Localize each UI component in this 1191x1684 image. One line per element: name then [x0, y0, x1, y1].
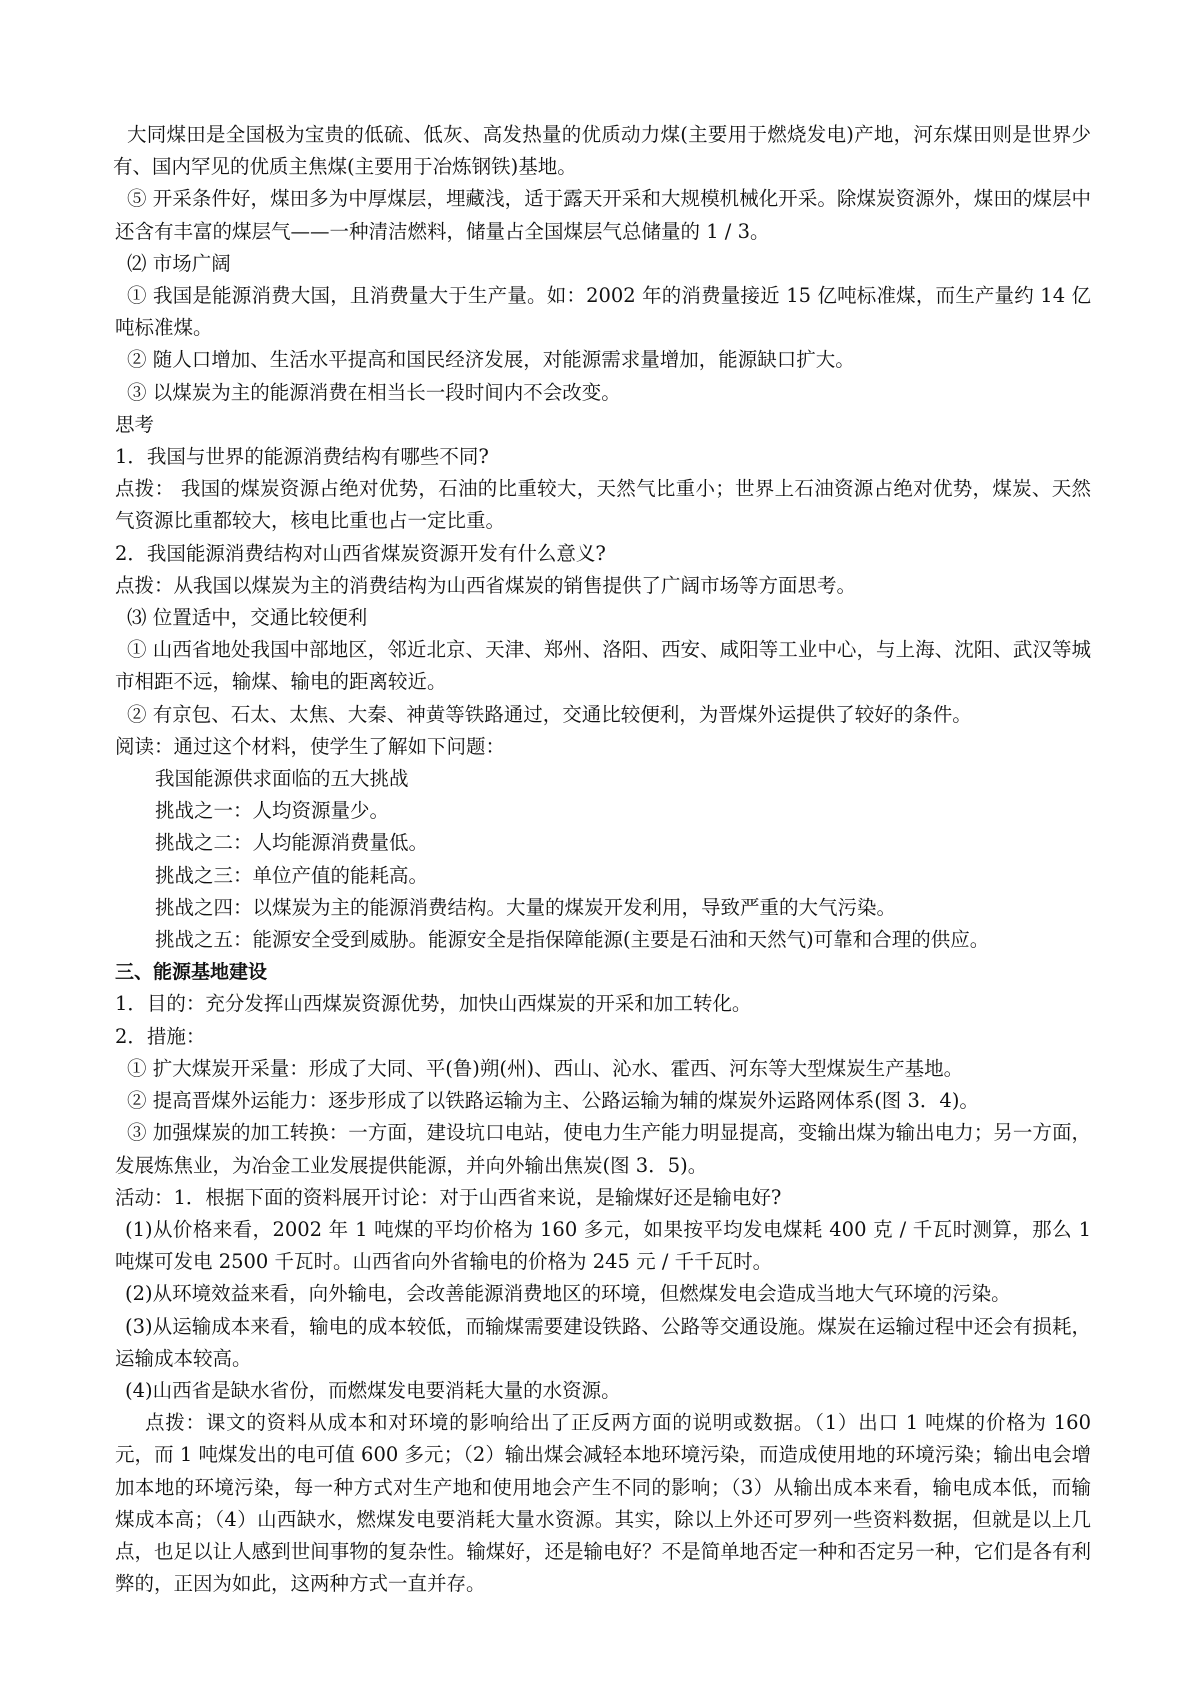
activity-point-3: (3)从运输成本来看，输电的成本较低，而输煤需要建设铁路、公路等交通设施。煤炭在运输过程中还会有损耗，运输成本较高。 — [115, 1314, 1091, 1370]
activity-point-4: (4)山西省是缺水省份，而燃煤发电要消耗大量的水资源。 — [125, 1378, 621, 1402]
activity-point-2: (2)从环境效益来看，向外输电，会改善能源消费地区的环境，但燃煤发电会造成当地大气环境的污染。 — [125, 1282, 1011, 1306]
activity-point-1: (1)从价格来看，2002 年 1 吨煤的平均价格为 160 多元，如果按平均发电煤耗 400 克 / 千瓦时测算，那么 1 吨煤可发电 2500 千瓦时。山西省向外省输电的价格为 245 元 / 千千瓦时。 — [115, 1217, 1091, 1274]
mining-conditions-text: ⑤ 开采条件好，煤田多为中厚煤层，埋藏浅，适于露天开采和大规模机械化开采。除煤炭资源外，煤田的煤层中还含有丰富的煤层气——一种清洁燃料，储量占全国煤层气总储量的 1 / 3。 — [115, 187, 1091, 243]
challenge-3: 挑战之三：单位产值的能耗高。 — [155, 863, 429, 887]
paragraph-datong-coal: 大同煤田是全国极为宝贵的低硫、低灰、高发热量的优质动力煤(主要用于燃烧发电)产地，河东煤田则是世界少有、国内罕见的优质主焦煤(主要用于冶炼钢铁)基地。 — [113, 123, 1091, 179]
paragraph-location-1: ① 山西省地处我国中部地区，邻近北京、天津、郑州、洛阳、西安、咸阳等工业中心，与上海、沈阳、武汉等城市相距不远，输煤、输电的距离较近。 — [115, 638, 1091, 694]
hint-activity: 点拨：课文的资料从成本和对环境的影响给出了正反两方面的说明或数据。（1）出口 1 吨煤的价格为 160 元，而 1 吨煤发出的电可值 600 多元；（2）输出煤会减轻本地环境污染，而造成使用地的环境污染；输出电会增加本地的环境污染，每一种方式对生产地和使用地会产生不同的影响；（3）从输出成本来看，输电成本低，而输煤成本高；（4）山西缺水，燃煤发电要消耗大量水资源。其实，除以上外还可罗列一些资料数据，但就是以上几点，也足以让人感到世间事物的复杂性。输煤好，还是输电好？不是简单地否定一种和否定另一种，它们是各有利弊的，正因为如此，这两种方式一直并存。 — [115, 1411, 1091, 1596]
paragraph-consumption-3: ③ 以煤炭为主的能源消费在相当长一段时间内不会改变。 — [127, 380, 621, 404]
challenge-4: 挑战之四：以煤炭为主的能源消费结构。大量的煤炭开发利用，导致严重的大气污染。 — [155, 895, 897, 919]
section-heading-energy-base: 三、能源基地建设 — [115, 961, 268, 984]
paragraph-consumption-2: ② 随人口增加、生活水平提高和国民经济发展，对能源需求量增加，能源缺口扩大。 — [127, 348, 855, 372]
reading-title: 我国能源供求面临的五大挑战 — [155, 767, 409, 791]
question-1: 1．我国与世界的能源消费结构有哪些不同? — [115, 445, 489, 469]
measures-heading: 2．措施： — [115, 1024, 206, 1048]
goal-paragraph: 1．目的：充分发挥山西煤炭资源优势，加快山西煤炭的开采和加工转化。 — [115, 992, 752, 1016]
question-2: 2．我国能源消费结构对山西省煤炭资源开发有什么意义? — [115, 541, 606, 565]
challenge-5: 挑战之五：能源安全受到威胁。能源安全是指保障能源(主要是石油和天然气)可靠和合理的供应。 — [155, 928, 990, 952]
heading-market: ⑵ 市场广阔 — [127, 251, 231, 275]
heading-think: 思考 — [115, 412, 155, 436]
reading-intro: 阅读：通过这个材料，使学生了解如下问题： — [115, 734, 506, 758]
paragraph-mining-conditions — [115, 183, 1091, 247]
heading-location: ⑶ 位置适中，交通比较便利 — [127, 606, 368, 630]
hint-1: 点拨： 我国的煤炭资源占绝对优势，石油的比重较大，天然气比重小；世界上石油资源占绝对优势，煤炭、天然气资源比重都较大，核电比重也占一定比重。 — [115, 477, 1091, 533]
hint-2: 点拨：从我国以煤炭为主的消费结构为山西省煤炭的销售提供了广阔市场等方面思考。 — [115, 573, 857, 597]
paragraph-location-2: ② 有京包、石太、太焦、大秦、神黄等铁路通过，交通比较便利，为晋煤外运提供了较好的条件。 — [127, 702, 972, 726]
measure-3: ③ 加强煤炭的加工转换：一方面，建设坑口电站，使电力生产能力明显提高，变输出煤为输出电力；另一方面，发展炼焦业，为冶金工业发展提供能源，并向外输出焦炭(图 3．5)。 — [115, 1121, 1091, 1177]
measure-1: ① 扩大煤炭开采量：形成了大同、平(鲁)朔(州)、西山、沁水、霍西、河东等大型煤炭生产基地。 — [127, 1056, 964, 1080]
paragraph-consumption-1: ① 我国是能源消费大国，且消费量大于生产量。如：2002 年的消费量接近 15 亿吨标准煤，而生产量约 14 亿吨标准煤。 — [115, 284, 1091, 340]
challenge-2: 挑战之二：人均能源消费量低。 — [155, 831, 429, 855]
measure-2: ② 提高晋煤外运能力：逐步形成了以铁路运输为主、公路运输为辅的煤炭外运路网体系(图 3．4)。 — [127, 1089, 979, 1113]
challenge-1: 挑战之一：人均资源量少。 — [155, 799, 390, 823]
activity-heading: 活动：1．根据下面的资料展开讨论：对于山西省来说，是输煤好还是输电好? — [115, 1185, 782, 1209]
